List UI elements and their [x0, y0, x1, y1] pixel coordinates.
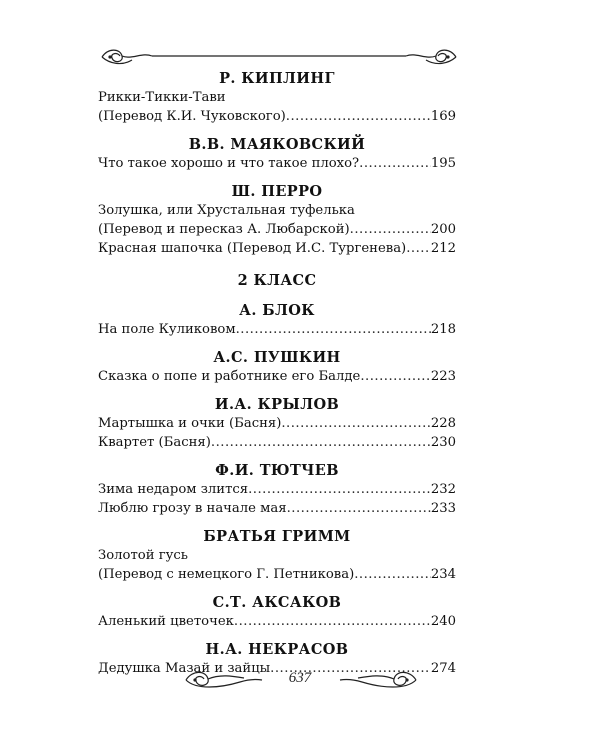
entry-page: 234: [430, 567, 456, 582]
author-heading: А.С. ПУШКИН: [213, 349, 341, 366]
entry-title: Рикки-Тикки-Тави: [98, 90, 226, 105]
author-heading: Н.А. НЕКРАСОВ: [205, 641, 349, 658]
entry-page: 200: [430, 222, 456, 237]
toc-entry: [98, 107, 456, 126]
dot-leader: [286, 107, 431, 126]
entry-title: Золотой гусь: [98, 548, 188, 563]
toc-entry: [98, 154, 456, 173]
entry-title: Квартет (Басня): [98, 435, 211, 450]
author-heading: Ф.И. ТЮТЧЕВ: [215, 462, 339, 479]
toc-entry: [98, 546, 456, 565]
author-heading: А. БЛОК: [239, 302, 315, 319]
author-heading: В.В. МАЯКОВСКИЙ: [188, 136, 366, 153]
entry-page: 195: [430, 156, 456, 171]
entry-page: 230: [430, 435, 456, 450]
dot-leader: [354, 565, 431, 584]
toc-entry: [98, 565, 456, 584]
entry-page: 212: [430, 241, 456, 256]
toc-section-grimm: [98, 528, 456, 584]
toc-entry: [98, 367, 456, 386]
dot-leader: [406, 239, 431, 258]
entry-page: 274: [430, 661, 456, 676]
author-heading: И.А. КРЫЛОВ: [214, 396, 340, 413]
toc-entry: [98, 414, 456, 433]
entry-title: Дедушка Мазай и зайцы: [98, 661, 271, 676]
entry-title: На поле Куликовом: [98, 322, 236, 337]
toc-section-tyutchev: [98, 462, 456, 518]
dot-leader: [359, 154, 431, 173]
entry-title: (Перевод с немецкого Г. Петникова): [98, 567, 355, 582]
author-heading: С.Т. АКСАКОВ: [212, 594, 342, 611]
entry-title: (Перевод К.И. Чуковского): [98, 109, 286, 124]
entry-page: 228: [430, 416, 456, 431]
author-heading: БРАТЬЯ ГРИММ: [203, 528, 351, 545]
grade-section: [98, 272, 456, 290]
dot-leader: [234, 612, 431, 631]
page-number: 637: [288, 670, 312, 686]
table-of-contents: [98, 70, 456, 688]
toc-section-perrault: [98, 183, 456, 258]
entry-title: Мартышка и очки (Басня): [98, 416, 282, 431]
toc-entry: [98, 612, 456, 631]
toc-entry: [98, 499, 456, 518]
toc-entry: [98, 480, 456, 499]
entry-page: 233: [430, 501, 456, 516]
toc-section-krylov: [98, 396, 456, 452]
toc-entry: [98, 88, 456, 107]
entry-page: 169: [430, 109, 456, 124]
entry-title: Золушка, или Хрустальная туфелька: [98, 203, 355, 218]
top-ornament-icon: [98, 44, 460, 68]
grade-heading: 2 КЛАСС: [237, 272, 317, 289]
toc-section-pushkin: [98, 349, 456, 386]
entry-page: 240: [430, 614, 456, 629]
toc-entry: [98, 239, 456, 258]
toc-section-aksakov: [98, 594, 456, 631]
entry-page: 218: [430, 322, 456, 337]
entry-title: Красная шапочка (Перевод И.С. Тургенева): [98, 241, 407, 256]
entry-title: Зима недаром злится: [98, 482, 249, 497]
dot-leader: [287, 499, 431, 518]
entry-title: Что такое хорошо и что такое плохо?: [98, 156, 360, 171]
entry-title: (Перевод и пересказ А. Любарской): [98, 222, 350, 237]
toc-entry: [98, 433, 456, 452]
toc-entry: [98, 201, 456, 220]
toc-section-blok: [98, 302, 456, 339]
author-heading: Ш. ПЕРРО: [231, 183, 323, 200]
toc-entry: [98, 220, 456, 239]
author-heading: Р. КИПЛИНГ: [219, 70, 335, 87]
toc-section-mayakovsky: [98, 136, 456, 173]
entry-title: Аленький цветочек: [98, 614, 234, 629]
dot-leader: [248, 480, 431, 499]
dot-leader: [211, 433, 431, 452]
entry-title: Сказка о попе и работнике его Балде: [98, 369, 361, 384]
dot-leader: [350, 220, 431, 239]
entry-page: 223: [430, 369, 456, 384]
entry-title: Люблю грозу в начале мая: [98, 501, 287, 516]
entry-page: 232: [430, 482, 456, 497]
toc-entry: [98, 320, 456, 339]
toc-section-kipling: [98, 70, 456, 126]
dot-leader: [281, 414, 430, 433]
dot-leader: [360, 367, 431, 386]
dot-leader: [236, 320, 431, 339]
